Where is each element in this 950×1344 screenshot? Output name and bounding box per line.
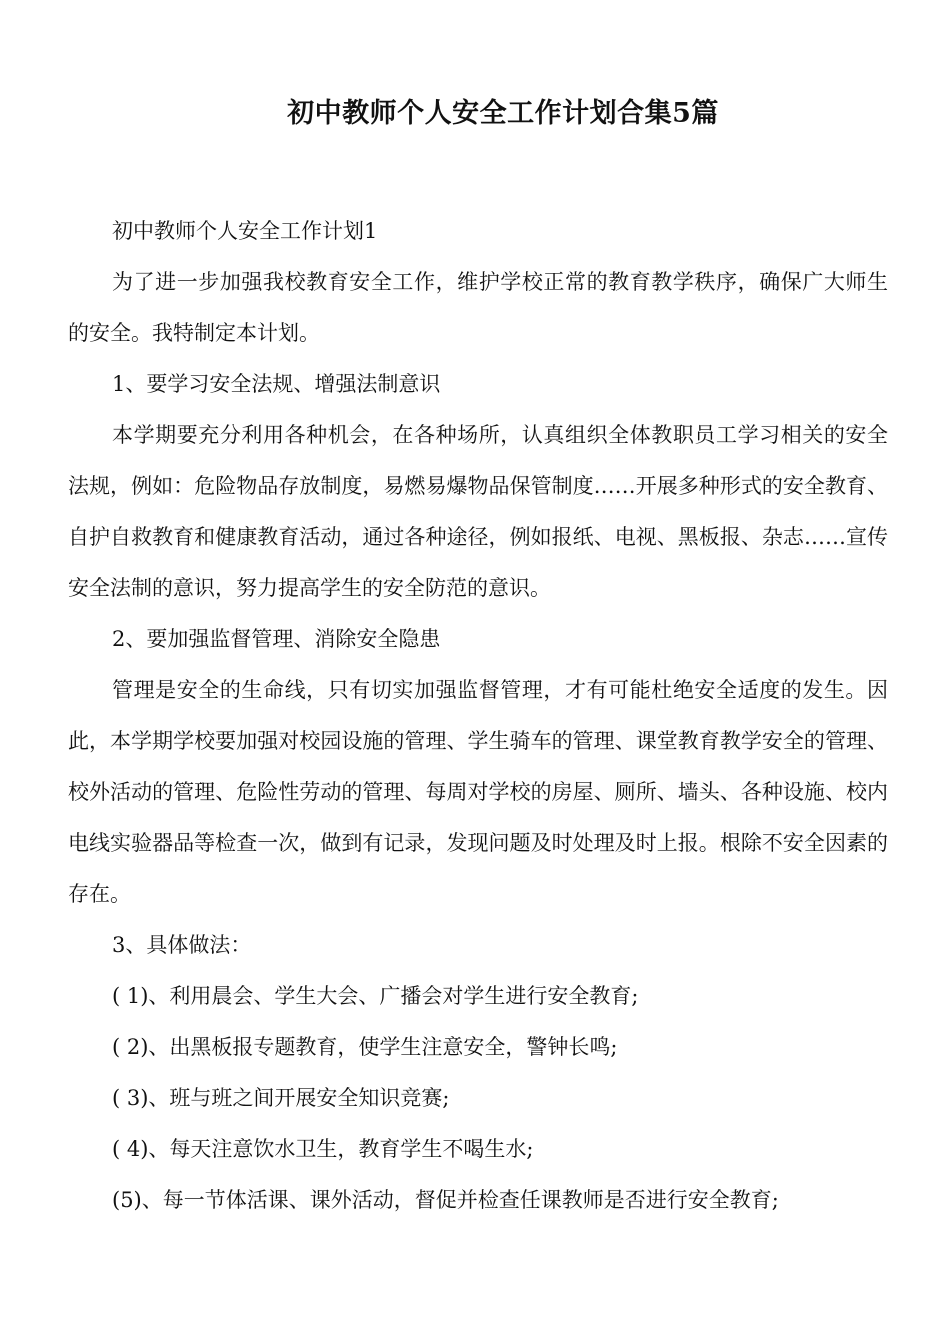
section-paragraph-1: 本学期要充分利用各种机会，在各种场所，认真组织全体教职员工学习相关的安全法规，例如：危险物品存放制度，易燃易爆物品保管制度……开展多种形式的安全教育、自护自救教育和健康教育活动，通过各种途径，例如报纸、电视、黑板报、杂志……宣传安全法制的意识，努力提高学生的安全防范的意识。 (68, 423, 888, 600)
intro-paragraph: 为了进一步加强我校教育安全工作，维护学校正常的教育教学秩序，确保广大师生的安全。我特制定本计划。 (68, 270, 888, 345)
list-item: ( 4)、每天注意饮水卫生，教育学生不喝生水; (112, 1137, 534, 1161)
document-body (68, 206, 888, 1226)
list-item: ( 1)、利用晨会、学生大会、广播会对学生进行安全教育; (112, 984, 639, 1008)
plan-heading: 初中教师个人安全工作计划1 (112, 219, 378, 243)
section-heading-3: 3、具体做法： (112, 933, 252, 957)
section-heading-2: 2、要加强监督管理、消除安全隐患 (112, 627, 441, 651)
section-paragraph-2: 管理是安全的生命线，只有切实加强监督管理，才有可能杜绝安全适度的发生。因此，本学期学校要加强对校园设施的管理、学生骑车的管理、课堂教育教学安全的管理、校外活动的管理、危险性劳动的管理、每周对学校的房屋、厕所、墙头、各种设施、校内电线实验器品等检查一次，做到有记录，发现问题及时处理及时上报。根除不安全因素的存在。 (68, 678, 888, 906)
list-item: ( 2)、出黑板报专题教育，使学生注意安全，警钟长鸣; (112, 1035, 618, 1059)
list-item: ( 3)、班与班之间开展安全知识竞赛; (112, 1086, 450, 1110)
list-item: (5)、每一节体活课、课外活动，督促并检查任课教师是否进行安全教育; (112, 1188, 779, 1212)
document-title: 初中教师个人安全工作计划合集5篇 (287, 98, 719, 129)
section-heading-1: 1、要学习安全法规、增强法制意识 (112, 372, 441, 396)
